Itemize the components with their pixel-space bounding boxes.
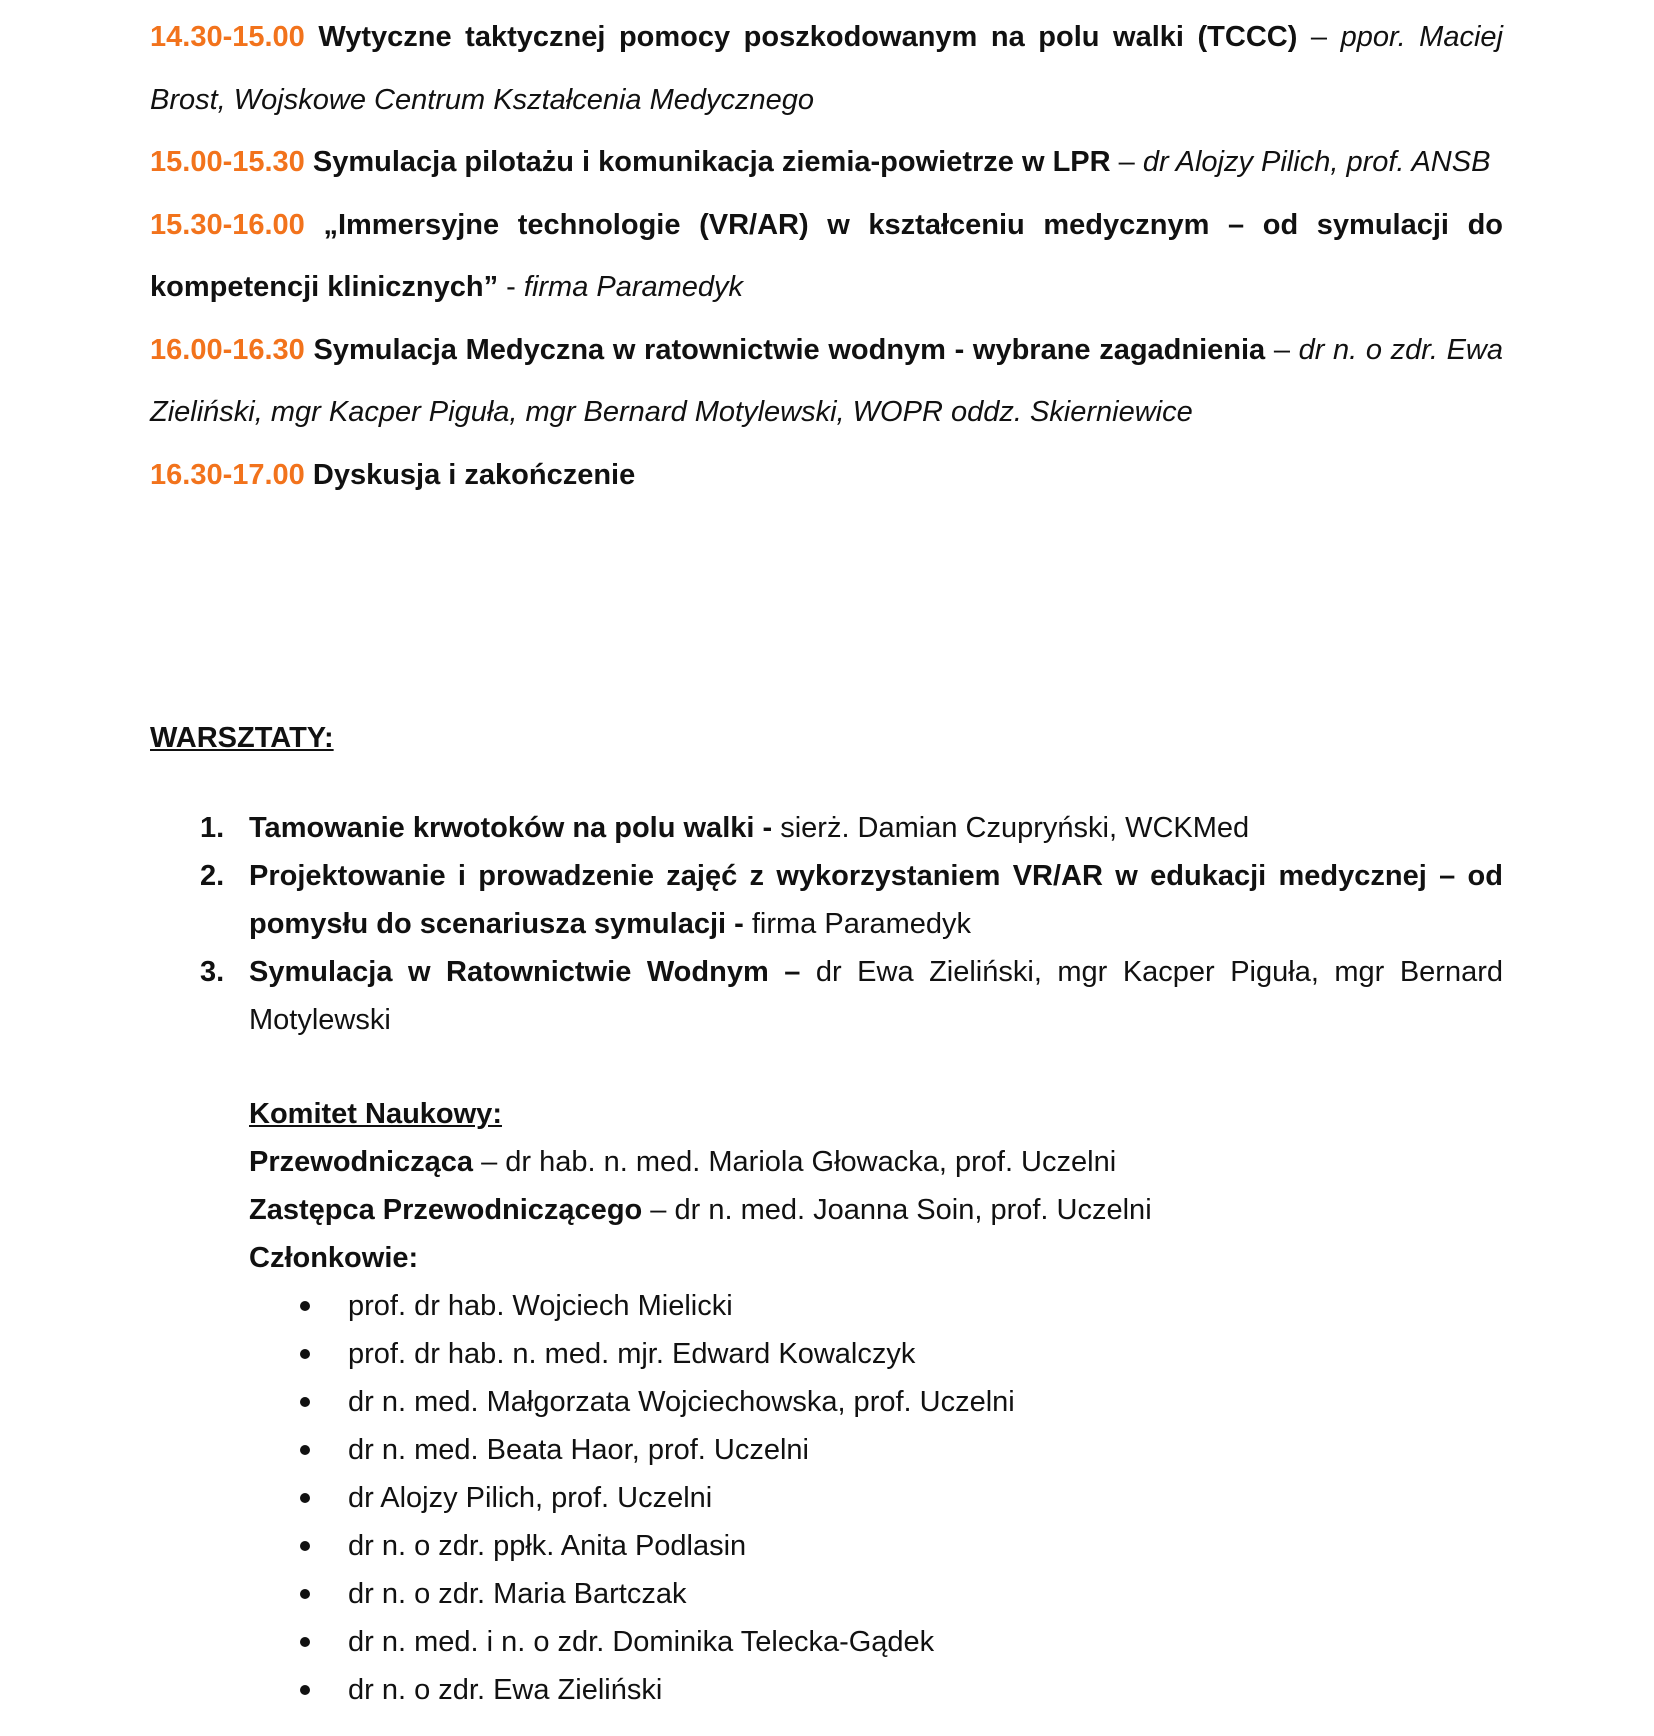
agenda-time: 15.30-16.00 [150, 208, 305, 241]
agenda-item [150, 6, 1503, 131]
agenda-separator: – [1297, 21, 1341, 53]
scientific-committee [249, 1090, 1503, 1714]
agenda-item [150, 194, 1503, 319]
committee-chair [249, 1138, 1503, 1186]
bullet-icon [300, 1445, 310, 1455]
member-name: dr n. o zdr. ppłk. Anita Podlasin [348, 1530, 747, 1562]
committee-deputy [249, 1186, 1503, 1234]
agenda-item [150, 131, 1503, 194]
workshop-item [200, 852, 1503, 948]
workshop-item [200, 804, 1503, 852]
workshop-speaker: firma Paramedyk [743, 908, 972, 940]
member-name: dr n. med. Małgorzata Wojciechowska, prof. Uczelni [348, 1386, 1015, 1418]
agenda-item [150, 319, 1503, 444]
member-item [249, 1618, 1503, 1666]
member-item [249, 1378, 1503, 1426]
bullet-icon [300, 1493, 310, 1503]
members-list [249, 1282, 1503, 1714]
chair-name: – dr hab. n. med. Mariola Głowacka, prof. Uczelni [473, 1146, 1117, 1178]
agenda-speaker: ppor. Maciej Brost, Wojskowe Centrum Kształcenia Medycznego [150, 21, 1503, 116]
agenda-title: Wytyczne taktycznej pomocy poszkodowanym na polu walki (TCCC) [318, 21, 1298, 53]
agenda-time: 15.00-15.30 [150, 146, 305, 178]
agenda-time: 16.30-17.00 [150, 458, 305, 491]
agenda-separator: – [1265, 333, 1299, 366]
workshop-title: Projektowanie i prowadzenie zajęć z wykorzystaniem VR/AR w edukacji medycznej – od pomysłu do scenariusza symulacji - [249, 860, 1503, 940]
bullet-icon [300, 1301, 310, 1311]
member-item [249, 1570, 1503, 1618]
agenda-title: Symulacja pilotażu i komunikacja ziemia-powietrze w LPR [312, 146, 1111, 178]
member-name: dr n. o zdr. Maria Bartczak [348, 1578, 687, 1610]
member-name: dr n. med. i n. o zdr. Dominika Telecka-Gądek [348, 1626, 935, 1658]
agenda-title: „Immersyjne technologie (VR/AR) w kształceniu medycznym – od symulacji do kompetencji klinicznych” [150, 208, 1503, 303]
bullet-icon [300, 1397, 310, 1407]
agenda-time: 14.30-15.00 [150, 21, 305, 53]
deputy-role: Zastępca Przewodniczącego [249, 1194, 643, 1226]
agenda-separator: - [498, 271, 524, 303]
member-name: prof. dr hab. n. med. mjr. Edward Kowalczyk [348, 1338, 916, 1370]
deputy-name: – dr n. med. Joanna Soin, prof. Uczelni [642, 1194, 1152, 1226]
agenda-speaker: dr Alojzy Pilich, prof. ANSB [1142, 146, 1491, 178]
member-name: prof. dr hab. Wojciech Mielicki [348, 1290, 733, 1322]
member-item [249, 1282, 1503, 1330]
committee-heading: Komitet Naukowy: [249, 1098, 502, 1130]
bullet-icon [300, 1349, 310, 1359]
workshop-number: 3. [200, 956, 225, 988]
member-item [249, 1426, 1503, 1474]
agenda-time: 16.00-16.30 [150, 333, 305, 366]
agenda-speaker: firma Paramedyk [523, 271, 744, 303]
agenda-separator: – [1110, 146, 1143, 178]
member-name: dr Alojzy Pilich, prof. Uczelni [348, 1482, 713, 1514]
workshops-heading: WARSZTATY: [150, 722, 334, 754]
agenda-item [150, 444, 1503, 507]
bullet-icon [300, 1637, 310, 1647]
agenda-list [150, 6, 1503, 506]
member-item [249, 1330, 1503, 1378]
document-page [150, 0, 1503, 1706]
workshops-list [200, 804, 1503, 1044]
agenda-title: Symulacja Medyczna w ratownictwie wodnym - wybrane zagadnienia [313, 333, 1266, 366]
members-label: Członkowie: [249, 1242, 419, 1274]
member-name: dr n. med. Beata Haor, prof. Uczelni [348, 1434, 809, 1466]
workshop-speaker: sierż. Damian Czupryński, WCKMed [772, 812, 1250, 844]
workshop-title: Tamowanie krwotoków na polu walki - [249, 812, 773, 844]
workshop-number: 2. [200, 860, 225, 892]
workshop-number: 1. [200, 812, 225, 844]
bullet-icon [300, 1685, 310, 1695]
bullet-icon [300, 1589, 310, 1599]
member-name: dr n. o zdr. Ewa Zieliński [348, 1674, 663, 1706]
workshop-title: Symulacja w Ratownictwie Wodnym – [249, 956, 801, 988]
member-item [249, 1666, 1503, 1714]
agenda-title: Dyskusja i zakończenie [312, 458, 636, 491]
workshop-speaker: dr Ewa Zieliński, mgr Kacper Piguła, mgr Bernard Motylewski [249, 956, 1503, 1036]
chair-role: Przewodnicząca [249, 1146, 474, 1178]
agenda-speaker: dr n. o zdr. Ewa Zieliński, mgr Kacper Piguła, mgr Bernard Motylewski, WOPR oddz. Skierniewice [150, 333, 1503, 428]
workshop-item [200, 948, 1503, 1044]
member-item [249, 1474, 1503, 1522]
bullet-icon [300, 1541, 310, 1551]
member-item [249, 1522, 1503, 1570]
